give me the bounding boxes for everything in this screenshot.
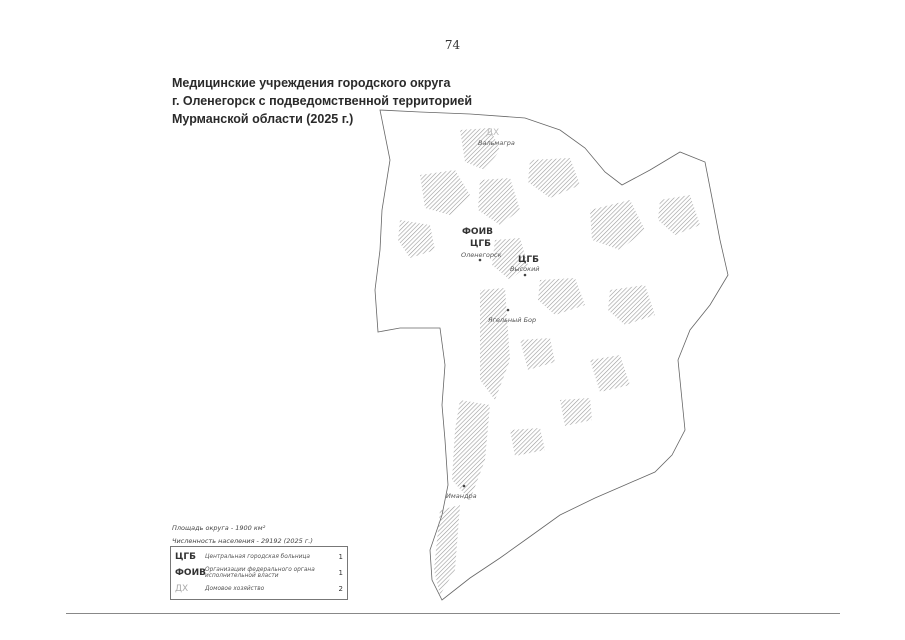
legend-desc: Домовое хозяйство bbox=[205, 585, 265, 592]
facility-cgb-olenegorsk-label[interactable]: ЦГБ bbox=[470, 239, 491, 249]
legend-count: 1 bbox=[338, 553, 343, 561]
settlement-kalvagara-label: Вальмагра bbox=[478, 139, 515, 147]
facility-dkh-label: ДХ bbox=[486, 128, 500, 138]
area-stat: Площадь округа - 1900 км² bbox=[172, 524, 266, 532]
map-title-line-1: Медицинские учреждения городского округа bbox=[172, 76, 451, 90]
settlement-yadilny-bor-marker bbox=[507, 309, 510, 312]
settlement-vysokiy-marker bbox=[524, 274, 527, 277]
settlement-olenegorsk-label: Оленегорск bbox=[461, 251, 502, 259]
population-stat: Численность населения - 29192 (2025 г.) bbox=[172, 537, 313, 545]
footer-divider bbox=[66, 613, 840, 614]
district-stats bbox=[172, 522, 313, 548]
legend-desc: Центральная городская больница bbox=[205, 553, 310, 560]
map-title-line-3: Мурманской области (2025 г.) bbox=[172, 112, 354, 126]
legend-abbr: ДХ bbox=[175, 584, 189, 594]
legend-desc: Организации федерального органа исполнительной власти bbox=[205, 566, 315, 579]
legend-row-foiv bbox=[175, 565, 343, 581]
settlement-imandra-label: Имандра bbox=[446, 492, 477, 500]
legend-row-cgb bbox=[175, 549, 343, 565]
settlement-vysokiy-label: Высокий bbox=[510, 265, 540, 273]
legend-count: 2 bbox=[338, 585, 343, 593]
facility-foiv-label[interactable]: ФОИВ bbox=[462, 227, 493, 237]
legend-row-dkh bbox=[175, 581, 343, 597]
settlement-imandra-marker bbox=[463, 485, 466, 488]
page-number: 74 bbox=[444, 38, 461, 52]
settlement-yadilny-bor-label: Ягельный Бор bbox=[488, 316, 537, 324]
legend-abbr: ЦГБ bbox=[175, 552, 196, 562]
legend-count: 1 bbox=[338, 569, 343, 577]
facility-cgb-vysokiy-label[interactable]: ЦГБ bbox=[518, 255, 539, 265]
map-title-line-2: г. Оленегорск с подведомственной территорией bbox=[172, 94, 473, 108]
district-map bbox=[360, 100, 760, 610]
settlement-olenegorsk-marker bbox=[479, 259, 482, 262]
legend-abbr: ФОИВ bbox=[175, 568, 206, 578]
map-legend bbox=[170, 546, 348, 600]
